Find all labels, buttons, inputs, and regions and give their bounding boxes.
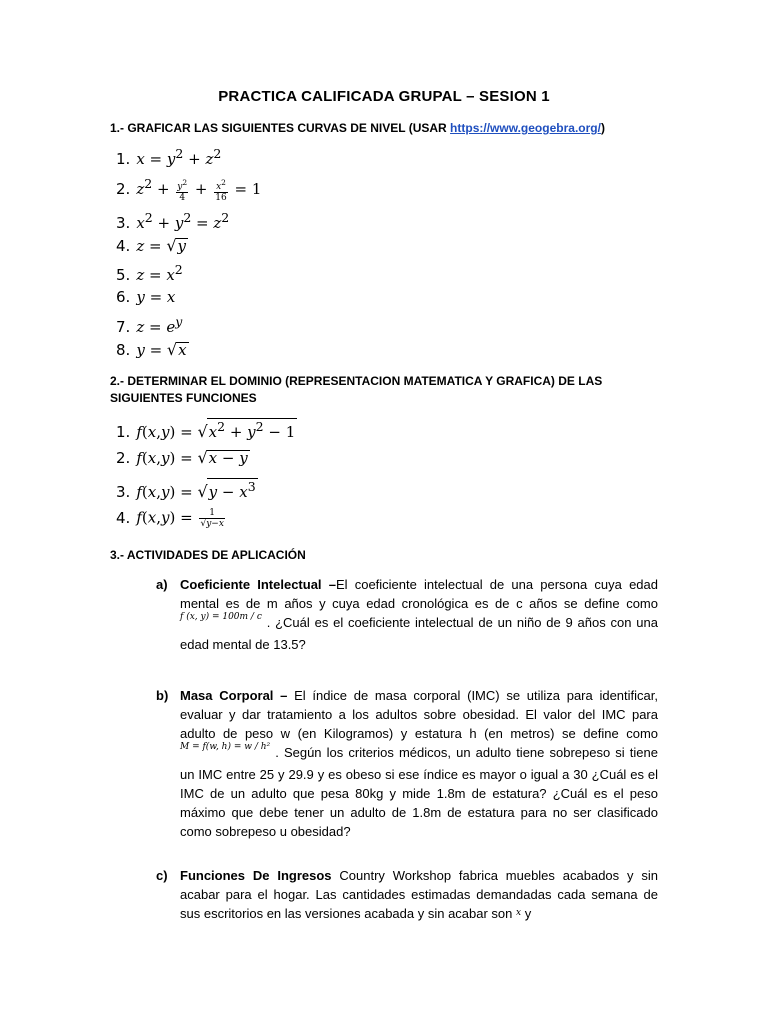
- activity-b-label: b): [156, 688, 169, 703]
- item-number: 3.: [116, 483, 131, 501]
- item-number: 1.: [116, 423, 131, 441]
- activity-c-label: c): [156, 868, 168, 883]
- list-item: 7. $z = e^y$: [116, 314, 183, 336]
- activity-a-title: Coeficiente Intelectual –: [180, 577, 336, 592]
- list-item: 3. $f(x,y) = √y - x^3$: [116, 479, 256, 501]
- item-number: 1.: [116, 150, 131, 168]
- activity-c-text2: y: [521, 906, 532, 921]
- iq-formula: f (x, y) = 100m / c: [180, 612, 262, 622]
- list-item: 1. $f(x,y) = √x^2 + y^2 - 1$: [116, 419, 296, 441]
- section2-heading: 2.- DETERMINAR EL DOMINIO (REPRESENTACION MATEMATICA Y GRAFICA) DE LAS SIGUIENTES FUNCIONES: [110, 374, 603, 405]
- activity-b-text2: . Según los criterios médicos, un adulto tiene sobrepeso si tiene un IMC entre 25 y 29.9 y es obeso si ese índice es mayor o igual a 30 ¿Cuál es el IMC de un adulto que pesa 80kg y mide 1.8m de estatura? ¿Cuál es el peso máximo que debe tener un adulto de 1.8m de estatura para no ser clasificado como sobrepeso u obesidad?: [180, 745, 658, 839]
- page-title: PRACTICA CALIFICADA GRUPAL – SESION 1: [218, 88, 550, 105]
- geogebra-link[interactable]: https://www.geogebra.org/: [450, 121, 601, 135]
- activity-b-title: Masa Corporal –: [180, 688, 288, 703]
- activity-c-body: [180, 866, 658, 926]
- list-item: 1. $x = y^2 + z^2$: [116, 146, 222, 168]
- section1-heading-suffix: ): [600, 121, 605, 135]
- item-number: 6.: [116, 288, 131, 306]
- activity-a-text1: El coeficiente intelectual de una persona cuya edad mental es de m años y cuya edad cronológica es de c años se define como: [180, 577, 658, 611]
- activity-c-var: x: [516, 908, 522, 918]
- item-number: 2.: [116, 449, 131, 467]
- item-number: 7.: [116, 318, 131, 336]
- activity-b-text1: El índice de masa corporal (IMC) se utiliza para identificar, evaluar y dar tratamiento a los adultos sobre obesidad. El valor del IMC para adulto de peso w (en Kilogramos) y estatura h (en metros) se define como: [180, 688, 658, 741]
- activity-c-title: Funciones De Ingresos: [180, 868, 332, 883]
- activity-a-body: [180, 575, 658, 654]
- activity-c-text1: Country Workshop fabrica muebles acabados y sin acabar para el hogar. Las cantidades estimadas demandadas cada semana de sus escritorios en las versiones acabada y sin acabar son: [180, 868, 658, 921]
- list-item: 5. $z = x^2$: [116, 262, 183, 284]
- activity-a-label: a): [156, 577, 168, 592]
- list-item: 2. $z^2$ + $\frac{y^2}{4}$ + $\frac{x^2}{16}$ = 1: [116, 176, 262, 203]
- activity-c: [156, 866, 658, 926]
- item-number: 5.: [116, 266, 131, 284]
- section1-heading-text: 1.- GRAFICAR LAS SIGUIENTES CURVAS DE NIVEL (USAR: [110, 121, 451, 135]
- item-number: 2.: [116, 180, 131, 198]
- list-item: 2. f(x,y) = √x − y: [116, 448, 248, 467]
- item-number: 4.: [116, 508, 131, 527]
- list-item: 4. z = √y: [116, 236, 187, 255]
- item-number: 4.: [116, 237, 131, 255]
- item-number: 3.: [116, 214, 131, 232]
- section1-heading: [110, 120, 670, 137]
- list-item: 3. $x^2 + y^2 = z^2$: [116, 210, 230, 232]
- section3-heading: 3.- ACTIVIDADES DE APLICACIÓN: [110, 548, 306, 562]
- item-number: 8.: [116, 341, 131, 359]
- list-item: 8. y = √x: [116, 340, 187, 359]
- bmi-formula: M = f(w, h) = w / h²: [180, 742, 271, 752]
- activity-b-body: [180, 686, 658, 841]
- activity-a: [156, 575, 658, 654]
- activity-b: [156, 686, 658, 841]
- activity-a-text2: . ¿Cuál es el coeficiente intelectual de un niño de 9 años con una edad mental de 13.5?: [180, 615, 658, 652]
- list-item: 6. y = x: [116, 288, 176, 306]
- list-item: 4. f(x,y) = $\frac{1}{√y-x}$: [116, 508, 224, 529]
